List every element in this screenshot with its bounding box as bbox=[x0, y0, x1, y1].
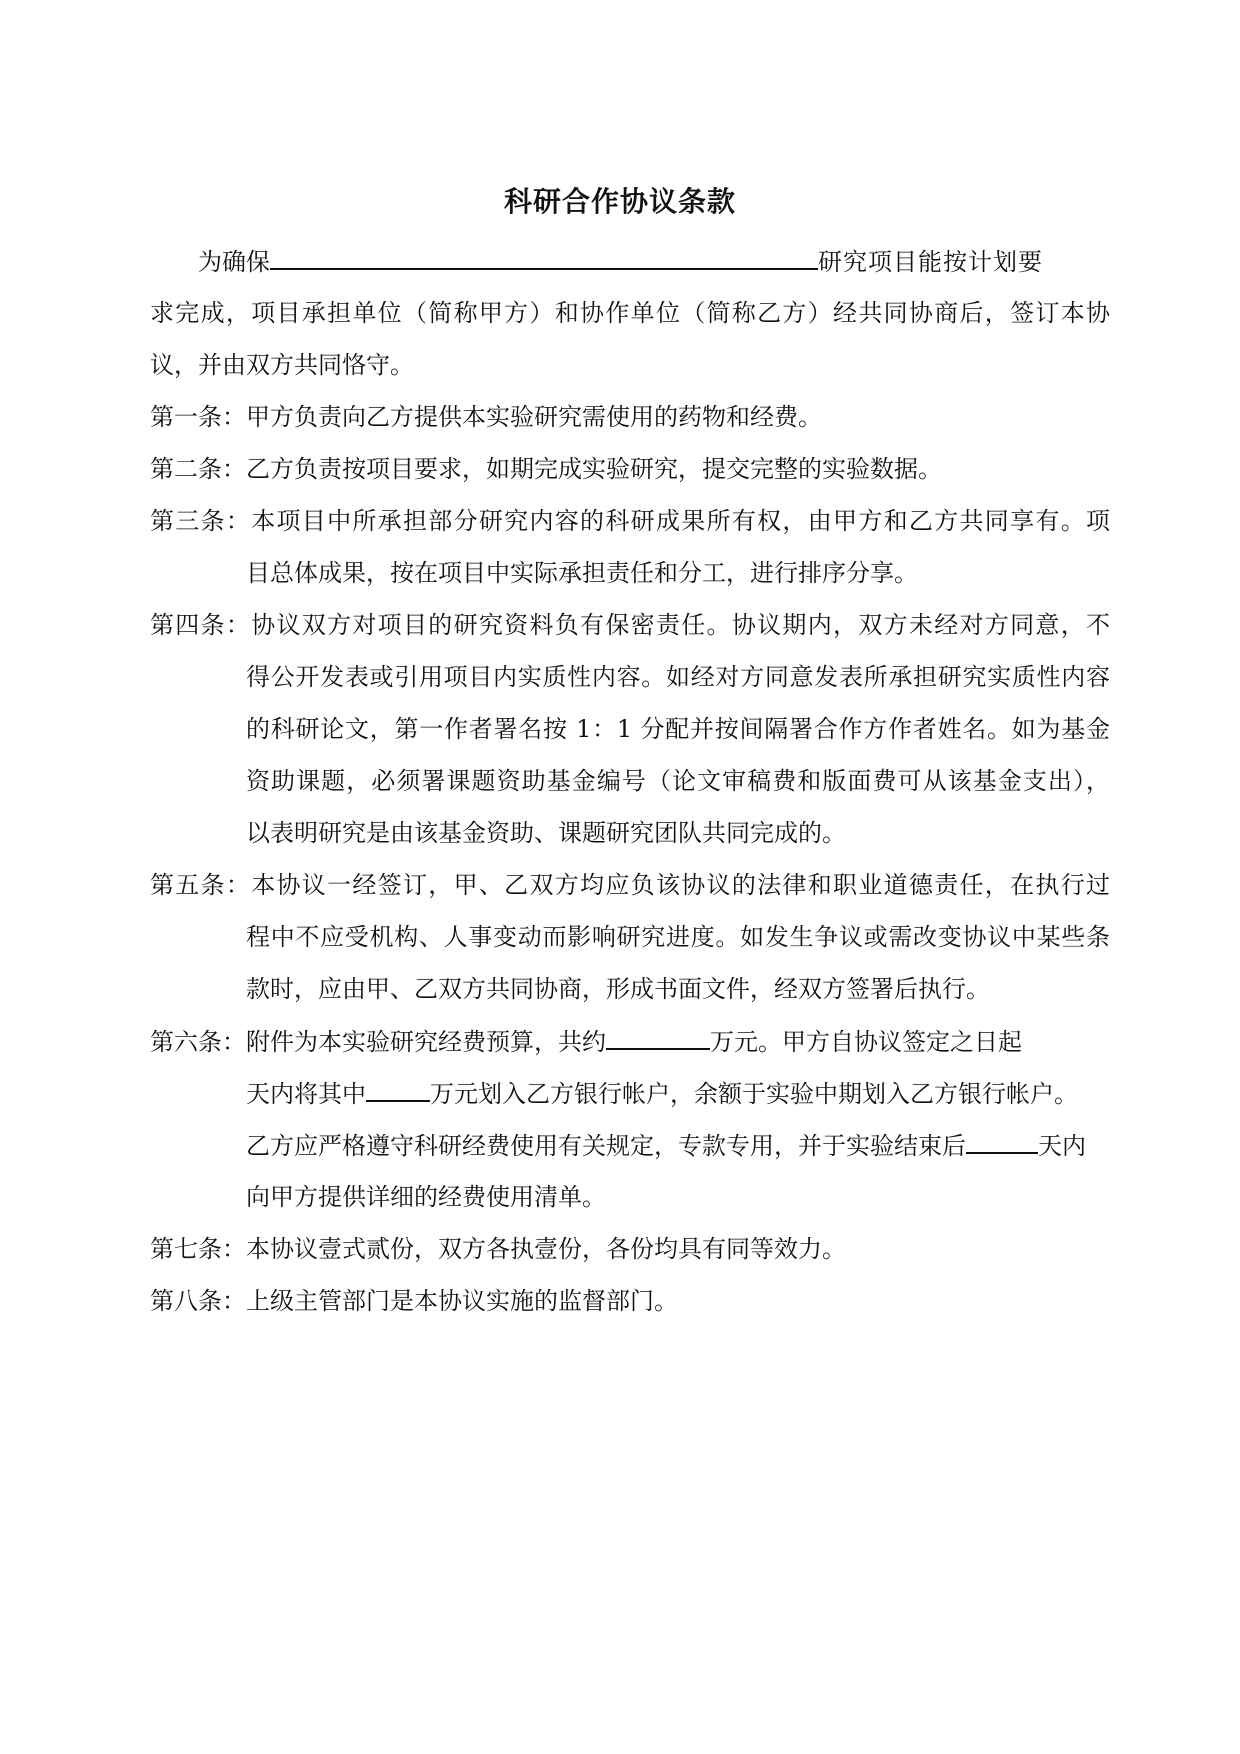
article-5-line-2: 程中不应受机构、人事变动而影响研究进度。如发生争议或需改变协议中某些条 bbox=[246, 923, 1110, 951]
article-5-line-3: 款时，应由甲、乙双方共同协商，形成书面文件，经双方签署后执行。 bbox=[246, 975, 990, 1003]
article-5-line-1: 第五条：本协议一经签订，甲、乙双方均应负该协议的法律和职业道德责任，在执行过 bbox=[150, 871, 1110, 899]
article-4-line-2: 得公开发表或引用项目内实质性内容。如经对方同意发表所承担研究实质性内容 bbox=[246, 663, 1110, 691]
intro-line-3: 议，并由双方共同恪守。 bbox=[150, 351, 414, 379]
article-6-line-1 bbox=[150, 1026, 1110, 1057]
first-payment-blank[interactable] bbox=[366, 1078, 430, 1102]
article-3-line-2: 目总体成果，按在项目中实际承担责任和分工，进行排序分享。 bbox=[246, 559, 918, 587]
article-4-line-5: 以表明研究是由该基金资助、课题研究团队共同完成的。 bbox=[246, 819, 846, 847]
project-name-blank[interactable] bbox=[270, 246, 818, 270]
intro-line-1 bbox=[198, 246, 1110, 277]
article-7: 第七条：本协议壹式贰份，双方各执壹份，各份均具有同等效力。 bbox=[150, 1235, 846, 1263]
budget-total-blank[interactable] bbox=[606, 1026, 710, 1050]
article-4-line-4: 资助课题，必须署课题资助基金编号（论文审稿费和版面费可从该基金支出）， bbox=[246, 767, 1110, 795]
intro-text-1a: 为确保 bbox=[198, 248, 270, 276]
article-6-text-3b: 天内 bbox=[1038, 1132, 1086, 1160]
article-4-line-1: 第四条：协议双方对项目的研究资料负有保密责任。协议期内，双方未经对方同意，不 bbox=[150, 611, 1110, 639]
intro-line-2: 求完成，项目承担单位（简称甲方）和协作单位（简称乙方）经共同协商后，签订本协 bbox=[150, 299, 1110, 327]
article-6-text-3a: 乙方应严格遵守科研经费使用有关规定，专款专用，并于实验结束后 bbox=[246, 1132, 966, 1160]
article-6-line-2 bbox=[246, 1078, 1110, 1109]
article-6-line-3 bbox=[246, 1130, 1110, 1161]
article-6-text-2b: 万元划入乙方银行帐户，余额于实验中期划入乙方银行帐户。 bbox=[430, 1080, 1078, 1108]
article-6-line-4: 向甲方提供详细的经费使用清单。 bbox=[246, 1183, 606, 1211]
article-8: 第八条：上级主管部门是本协议实施的监督部门。 bbox=[150, 1287, 678, 1315]
document-title: 科研合作协议条款 bbox=[503, 185, 736, 218]
article-2: 第二条：乙方负责按项目要求，如期完成实验研究，提交完整的实验数据。 bbox=[150, 455, 942, 483]
article-3-line-1: 第三条：本项目中所承担部分研究内容的科研成果所有权，由甲方和乙方共同享有。项 bbox=[150, 507, 1110, 535]
article-6-text-1b: 万元。甲方自协议签定之日起 bbox=[710, 1028, 1022, 1056]
intro-text-1b: 研究项目能按计划要 bbox=[818, 248, 1043, 276]
article-6-text-2a: 天内将其中 bbox=[246, 1080, 366, 1108]
article-1: 第一条：甲方负责向乙方提供本实验研究需使用的药物和经费。 bbox=[150, 403, 822, 431]
article-6-text-1a: 第六条：附件为本实验研究经费预算，共约 bbox=[150, 1028, 606, 1056]
report-days-blank[interactable] bbox=[966, 1130, 1038, 1154]
article-4-line-3: 的科研论文，第一作者署名按 1：1 分配并按间隔署合作方作者姓名。如为基金 bbox=[246, 715, 1110, 743]
